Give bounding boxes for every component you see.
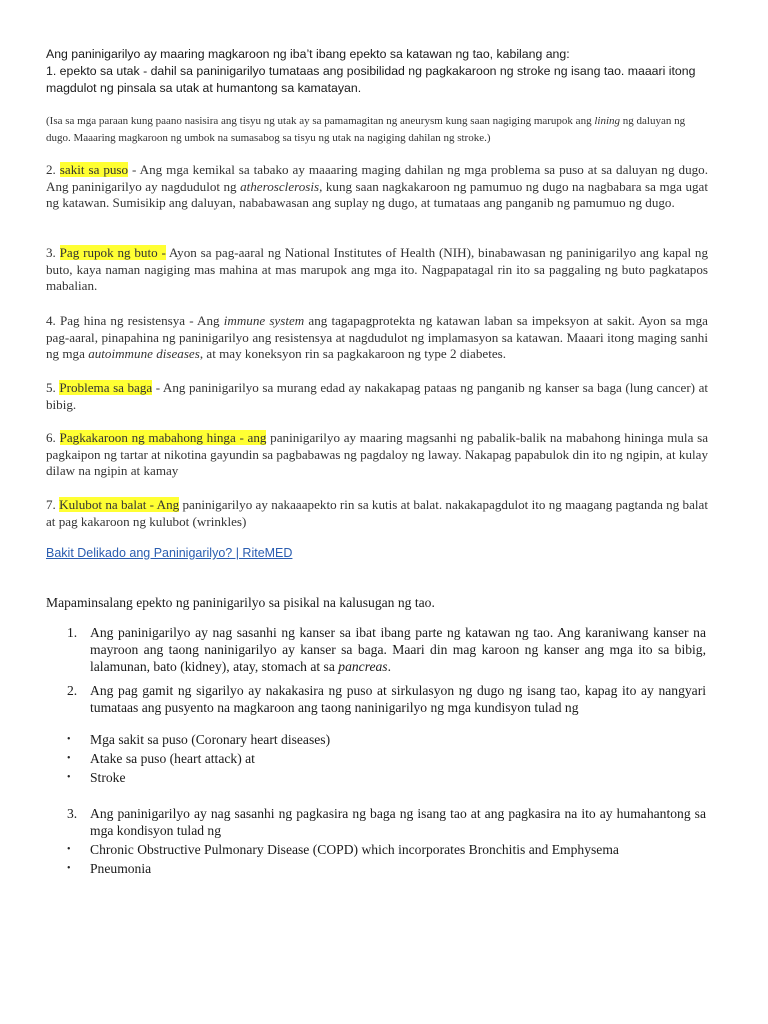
- bullet-item: Mga sakit sa puso (Coronary heart diseases): [90, 732, 331, 747]
- bullet-item: Stroke: [90, 770, 126, 785]
- effect-brain: 1. epekto sa utak - dahil sa paninigarilyo tumataas ang posibilidad ng pagkakaroon ng stroke ng isang tao. maaari itong magdulot ng pinsala sa utak at humantong sa kamatayan.: [46, 64, 696, 95]
- bullet-icon: •: [67, 734, 71, 745]
- highlight-bones: Pag rupok ng buto -: [59, 245, 166, 260]
- effect-breath: [46, 430, 708, 480]
- bullet-item: Chronic Obstructive Pulmonary Disease (COPD) which incorporates Bronchitis and Emphysema: [90, 842, 619, 857]
- note-text-a: (Isa sa mga paraan kung paano nasisira ang tisyu ng utak ay sa pamamagitan ng aneurysm kung saan nagiging marupok ang: [46, 115, 595, 127]
- effect-text: - Ang paninigarilyo sa murang edad ay nakakapag pataas ng panganib ng kanser sa baga (lung cancer) at bibig.: [46, 380, 709, 412]
- item-number: 6.: [46, 430, 60, 445]
- list-item-term: pancreas: [338, 658, 388, 674]
- effect-text: kung saan nagkakaroon ng pamumuo ng dugo na nagbabara sa mga ugat ng katawan. Sumisikip ang daluyan, nababawasan ang suplay ng dugo, at tumataas ang panganib ng pamumuo ng dugo.: [46, 178, 708, 211]
- item-number: 2.: [46, 162, 60, 177]
- highlight-skin: Kulubot na balat - Ang: [59, 497, 180, 512]
- note-text-b: ng daluyan ng dugo. Maaaring magkaroon ng umbok na sumasabog sa tisyu ng utak na nagiging dahilan ng stroke.): [46, 115, 686, 144]
- bullet-icon: •: [67, 772, 71, 783]
- effect-term: autoimmune diseases: [88, 346, 200, 362]
- item-number: 5.: [46, 380, 60, 395]
- list-item-lungs: Ang paninigarilyo ay nag sasanhi ng pagkasira ng baga ng isang tao at ang pagkasira na ito ay humahantong sa mga kondisyon tulad ng: [90, 806, 706, 838]
- list-number: 1.: [67, 625, 78, 640]
- effect-skin: [46, 497, 708, 530]
- effect-term: immune system: [223, 313, 305, 328]
- intro-paragraph: [46, 46, 708, 97]
- intro-line: Ang paninigarilyo ay maaring magkaroon ng iba’t ibang epekto sa katawan ng tao, kabilang ang:: [46, 47, 570, 61]
- effect-text: ang tagapagprotekta ng katawan laban sa impeksyon at sakit. Ayon sa mga pag-aaral, pinapahina ng paninigarilyo ang resistensya at nagdudulot ng implamasyon sa katawan. Maaari itong maging sanhi ng mga: [46, 313, 708, 362]
- effect-text: 4. Pag hina ng resistensya - Ang: [46, 313, 224, 328]
- effect-text: paninigarilyo ay maaring magsanhi ng pabalik-balik na mabahong hininga mula sa pagkaipon ng tartar at nikotina gayundin sa pagbabawas ng pagdaloy ng laway. Nakapag papabulok din ito ng ngipin, at kulay dilaw na ngipin at kamay: [46, 430, 709, 479]
- list-item-text: Ang paninigarilyo ay nag sasanhi ng kanser sa ibat ibang parte ng katawan ng tao. Ang karaniwang kanser na mayroon ang taong naninigarilyo ay kanser sa baga. Maari din mag karoon ng kanser ang mga ito sa bibig, lalamunan, bato (kidney), atay, stomach at sa: [90, 625, 706, 674]
- note-lining: lining: [594, 115, 620, 127]
- item-number: 7.: [46, 497, 60, 512]
- bullet-item: Pneumonia: [90, 861, 152, 876]
- bullet-icon: •: [67, 753, 71, 764]
- effect-lungs: [46, 380, 708, 413]
- effect-immunity: [46, 313, 708, 363]
- source-link[interactable]: Bakit Delikado ang Paninigarilyo? | RiteMED: [46, 546, 293, 560]
- effect-text: paninigarilyo ay nakaaapekto rin sa kutis at balat. nakakapagdulot ito ng maagang pagtanda ng balat at pag kakaroon ng kulubot (wrinkles): [46, 497, 709, 529]
- list-item-text: .: [387, 658, 392, 674]
- highlight-lungs: Problema sa baga: [59, 380, 153, 395]
- effect-heart: [46, 162, 708, 212]
- bullet-icon: •: [67, 844, 71, 855]
- bullet-item: Atake sa puso (heart attack) at: [90, 751, 255, 766]
- highlight-breath: Pagkakaroon ng mabahong hinga - ang: [59, 430, 267, 445]
- list-item-heart: Ang pag gamit ng sigarilyo ay nakakasira ng puso at sirkulasyon ng dugo ng isang tao, kapag ito ay nangyari tumataas ang pusyento na magkaroon ang taong naninigarilyo ng mga kundisyon tulad ng: [90, 683, 706, 715]
- section-title: Mapaminsalang epekto ng paninigarilyo sa pisikal na kalusugan ng tao.: [46, 595, 435, 610]
- item-number: 3.: [46, 245, 60, 260]
- effect-text: - Ang mga kemikal sa tabako ay maaaring maging dahilan ng mga problema sa puso at sa daluyan ng dugo. Ang paninigarilyo ay nagdudulot ng: [46, 162, 708, 194]
- list-item-cancer: [90, 625, 706, 675]
- highlight-heart: sakit sa puso: [59, 162, 129, 177]
- aneurysm-note: [46, 113, 708, 147]
- list-number: 3.: [67, 806, 78, 821]
- bullet-icon: •: [67, 863, 71, 874]
- effect-text: , at may koneksyon rin sa pagkakaroon ng type 2 diabetes.: [199, 346, 507, 362]
- effect-term: atherosclerosis,: [240, 178, 323, 194]
- effect-text: Ayon sa pag-aaral ng National Institutes of Health (NIH), binabawasan ng paninigarilyo ang kapal ng buto, kaya naman nagiging mas mahina at mas marupok ang mga ito. Nagpapatagal rin ito sa paggaling ng buto pagkatapos mabalian.: [46, 245, 709, 294]
- list-number: 2.: [67, 683, 78, 698]
- effect-bones: [46, 245, 708, 295]
